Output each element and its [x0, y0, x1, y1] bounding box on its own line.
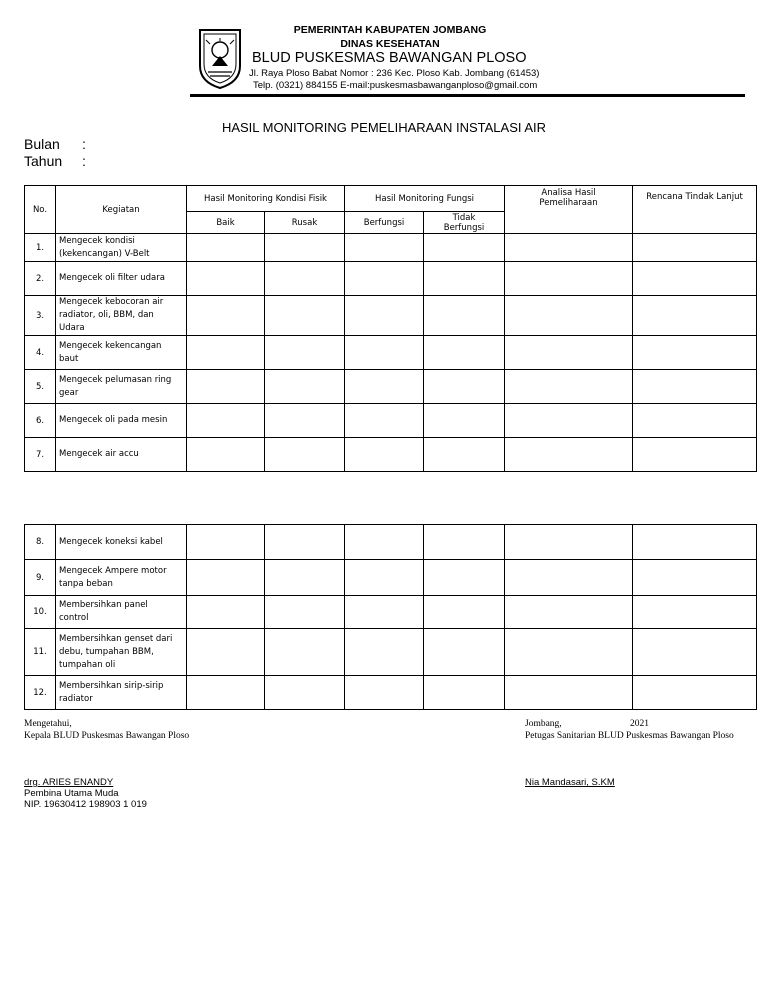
cell-analisa[interactable] — [505, 676, 633, 710]
table-row — [25, 336, 757, 370]
cell-baik[interactable] — [187, 370, 265, 404]
kegiatan-line: baut — [59, 353, 79, 364]
cell-rusak[interactable] — [265, 404, 345, 438]
kegiatan-line: control — [59, 613, 89, 623]
cell-baik[interactable] — [187, 525, 265, 560]
cell-rencana[interactable] — [633, 629, 757, 676]
cell-rusak[interactable] — [265, 560, 345, 596]
col-rusak: Rusak — [265, 212, 345, 234]
cell-baik[interactable] — [187, 560, 265, 596]
kegiatan-line: tumpahan oli — [59, 659, 116, 670]
row-kegiatan — [56, 234, 187, 262]
cell-berfungsi[interactable] — [345, 234, 424, 262]
table-row — [25, 438, 757, 472]
cell-baik[interactable] — [187, 262, 265, 296]
kegiatan-line: debu, tumpahan BBM, — [59, 646, 154, 657]
row-number: 6. — [25, 404, 56, 438]
row-kegiatan — [56, 596, 187, 629]
row-kegiatan — [56, 676, 187, 710]
row-number: 4. — [25, 336, 56, 370]
monitoring-table-part2 — [24, 524, 757, 710]
cell-berfungsi[interactable] — [345, 438, 424, 472]
cell-rencana[interactable] — [633, 370, 757, 404]
letterhead-institution: BLUD PUSKESMAS BAWANGAN PLOSO — [252, 50, 527, 66]
table-row — [25, 596, 757, 629]
letterhead-rule — [190, 94, 745, 97]
kegiatan-line: Mengecek koneksi kabel — [59, 536, 163, 547]
cell-rusak[interactable] — [265, 234, 345, 262]
cell-analisa[interactable] — [505, 370, 633, 404]
table-row — [25, 262, 757, 296]
cell-rencana[interactable] — [633, 525, 757, 560]
kegiatan-line: Mengecek Ampere motor — [59, 565, 167, 576]
cell-tidak-berfungsi[interactable] — [424, 676, 505, 710]
tahun-colon: : — [82, 153, 86, 169]
kegiatan-line: (kekencangan) V-Belt — [59, 248, 150, 259]
col-kegiatan: Kegiatan — [56, 186, 187, 234]
cell-rencana[interactable] — [633, 296, 757, 336]
kegiatan-line: Mengecek oli pada mesin — [59, 415, 168, 425]
document-title: HASIL MONITORING PEMELIHARAAN INSTALASI AIR — [221, 120, 547, 135]
row-kegiatan — [56, 560, 187, 596]
cell-tidak-berfungsi[interactable] — [424, 596, 505, 629]
sign-right-name: Nia Mandasari, S.KM — [525, 777, 615, 788]
cell-baik[interactable] — [187, 676, 265, 710]
cell-rencana[interactable] — [633, 676, 757, 710]
sign-left-name: drg. ARIES ENANDY — [24, 777, 114, 788]
cell-baik[interactable] — [187, 596, 265, 629]
cell-berfungsi[interactable] — [345, 296, 424, 336]
cell-berfungsi[interactable] — [345, 404, 424, 438]
cell-rencana[interactable] — [633, 234, 757, 262]
cell-baik[interactable] — [187, 336, 265, 370]
letterhead-contact: Telp. (0321) 884155 E-mail:puskesmasbawanganploso@gmail.com — [253, 80, 538, 91]
cell-tidak-berfungsi[interactable] — [424, 404, 505, 438]
cell-analisa[interactable] — [505, 629, 633, 676]
cell-analisa[interactable] — [505, 262, 633, 296]
kegiatan-line: Membersihkan sirip-sirip — [59, 680, 164, 691]
sign-right-year: 2021 — [630, 719, 649, 729]
sign-right-place: Jombang, — [525, 719, 562, 729]
sign-left-greeting: Mengetahui, — [24, 719, 72, 729]
col-tidak-berfungsi: Tidak Berfungsi — [424, 212, 505, 234]
col-kondisi-fisik: Hasil Monitoring Kondisi Fisik — [187, 186, 345, 212]
letterhead-department: DINAS KESEHATAN — [340, 38, 440, 50]
cell-analisa[interactable] — [505, 438, 633, 472]
cell-tidak-berfungsi[interactable] — [424, 560, 505, 596]
row-number: 10. — [25, 596, 56, 629]
cell-berfungsi[interactable] — [345, 370, 424, 404]
cell-rusak[interactable] — [265, 296, 345, 336]
cell-berfungsi[interactable] — [345, 525, 424, 560]
cell-rusak[interactable] — [265, 629, 345, 676]
cell-analisa[interactable] — [505, 404, 633, 438]
row-number: 8. — [25, 525, 56, 560]
table-row — [25, 525, 757, 560]
col-analisa: Analisa Hasil Pemeliharaan — [505, 186, 633, 234]
table-row — [25, 234, 757, 262]
sign-left-position: Kepala BLUD Puskesmas Bawangan Ploso — [24, 731, 190, 741]
monitoring-table-part1 — [24, 185, 757, 472]
row-number: 2. — [25, 262, 56, 296]
cell-rusak[interactable] — [265, 336, 345, 370]
cell-analisa[interactable] — [505, 336, 633, 370]
col-fungsi: Hasil Monitoring Fungsi — [345, 186, 505, 212]
row-kegiatan — [56, 296, 187, 336]
row-kegiatan — [56, 336, 187, 370]
cell-berfungsi[interactable] — [345, 262, 424, 296]
cell-tidak-berfungsi[interactable] — [424, 438, 505, 472]
cell-analisa[interactable] — [505, 596, 633, 629]
cell-analisa[interactable] — [505, 296, 633, 336]
cell-analisa[interactable] — [505, 560, 633, 596]
tahun-label: Tahun — [24, 153, 63, 169]
row-kegiatan — [56, 262, 187, 296]
kegiatan-line: Mengecek kebocoran air — [59, 297, 164, 307]
cell-rusak[interactable] — [265, 596, 345, 629]
row-number: 1. — [25, 234, 56, 262]
cell-rencana[interactable] — [633, 336, 757, 370]
row-number: 3. — [25, 296, 56, 336]
cell-analisa[interactable] — [505, 234, 633, 262]
letterhead-government: PEMERINTAH KABUPATEN JOMBANG — [293, 24, 487, 36]
cell-rusak[interactable] — [265, 262, 345, 296]
sign-right-position: Petugas Sanitarian BLUD Puskesmas Bawangan Ploso — [525, 731, 734, 741]
row-number: 7. — [25, 438, 56, 472]
cell-tidak-berfungsi[interactable] — [424, 629, 505, 676]
table-row — [25, 404, 757, 438]
cell-rencana[interactable] — [633, 560, 757, 596]
cell-rusak[interactable] — [265, 370, 345, 404]
kegiatan-line: radiator — [59, 693, 93, 704]
cell-tidak-berfungsi[interactable] — [424, 525, 505, 560]
row-kegiatan — [56, 629, 187, 676]
table-row — [25, 676, 757, 710]
kegiatan-line: tanpa beban — [59, 578, 113, 589]
letterhead-address: Jl. Raya Ploso Babat Nomor : 236 Kec. Ploso Kab. Jombang (61453) — [249, 68, 540, 79]
cell-rusak[interactable] — [265, 676, 345, 710]
cell-berfungsi[interactable] — [345, 596, 424, 629]
cell-baik[interactable] — [187, 629, 265, 676]
cell-berfungsi[interactable] — [345, 629, 424, 676]
cell-baik[interactable] — [187, 296, 265, 336]
kegiatan-line: Mengecek kekencangan — [59, 340, 162, 351]
cell-rencana[interactable] — [633, 262, 757, 296]
table-row — [25, 296, 757, 336]
row-kegiatan — [56, 370, 187, 404]
col-baik: Baik — [187, 212, 265, 234]
row-kegiatan — [56, 438, 187, 472]
cell-baik[interactable] — [187, 438, 265, 472]
row-number: 11. — [25, 629, 56, 676]
cell-tidak-berfungsi[interactable] — [424, 296, 505, 336]
cell-rencana[interactable] — [633, 438, 757, 472]
kegiatan-line: Udara — [59, 323, 85, 333]
table-row — [25, 560, 757, 596]
kegiatan-line: Mengecek kondisi — [59, 235, 135, 246]
cell-tidak-berfungsi[interactable] — [424, 262, 505, 296]
kegiatan-line: Membersihkan panel — [59, 600, 148, 610]
row-kegiatan — [56, 525, 187, 560]
kegiatan-line: Membersihkan genset dari — [59, 633, 173, 644]
cell-berfungsi[interactable] — [345, 560, 424, 596]
bulan-colon: : — [82, 136, 86, 152]
sign-left-rank: Pembina Utama Muda — [24, 788, 119, 799]
cell-tidak-berfungsi[interactable] — [424, 234, 505, 262]
col-berfungsi: Berfungsi — [345, 212, 424, 234]
kegiatan-line: Mengecek air accu — [59, 449, 139, 459]
cell-berfungsi[interactable] — [345, 676, 424, 710]
row-number: 12. — [25, 676, 56, 710]
row-number: 9. — [25, 560, 56, 596]
cell-rusak[interactable] — [265, 438, 345, 472]
bulan-label: Bulan — [24, 136, 60, 152]
cell-baik[interactable] — [187, 234, 265, 262]
cell-rencana[interactable] — [633, 404, 757, 438]
table-row — [25, 629, 757, 676]
cell-baik[interactable] — [187, 404, 265, 438]
kegiatan-line: Mengecek oli filter udara — [59, 273, 165, 283]
kegiatan-line: gear — [59, 387, 79, 398]
sign-left-nip: NIP. 19630412 198903 1 019 — [24, 799, 147, 810]
col-rencana: Rencana Tindak Lanjut — [633, 186, 757, 234]
cell-tidak-berfungsi[interactable] — [424, 336, 505, 370]
kegiatan-line: radiator, oli, BBM, dan — [59, 310, 154, 320]
cell-rusak[interactable] — [265, 525, 345, 560]
cell-analisa[interactable] — [505, 525, 633, 560]
cell-tidak-berfungsi[interactable] — [424, 370, 505, 404]
table-row — [25, 370, 757, 404]
cell-berfungsi[interactable] — [345, 336, 424, 370]
cell-rencana[interactable] — [633, 596, 757, 629]
col-no: No. — [25, 186, 56, 234]
row-number: 5. — [25, 370, 56, 404]
kegiatan-line: Mengecek pelumasan ring — [59, 374, 172, 385]
row-kegiatan — [56, 404, 187, 438]
